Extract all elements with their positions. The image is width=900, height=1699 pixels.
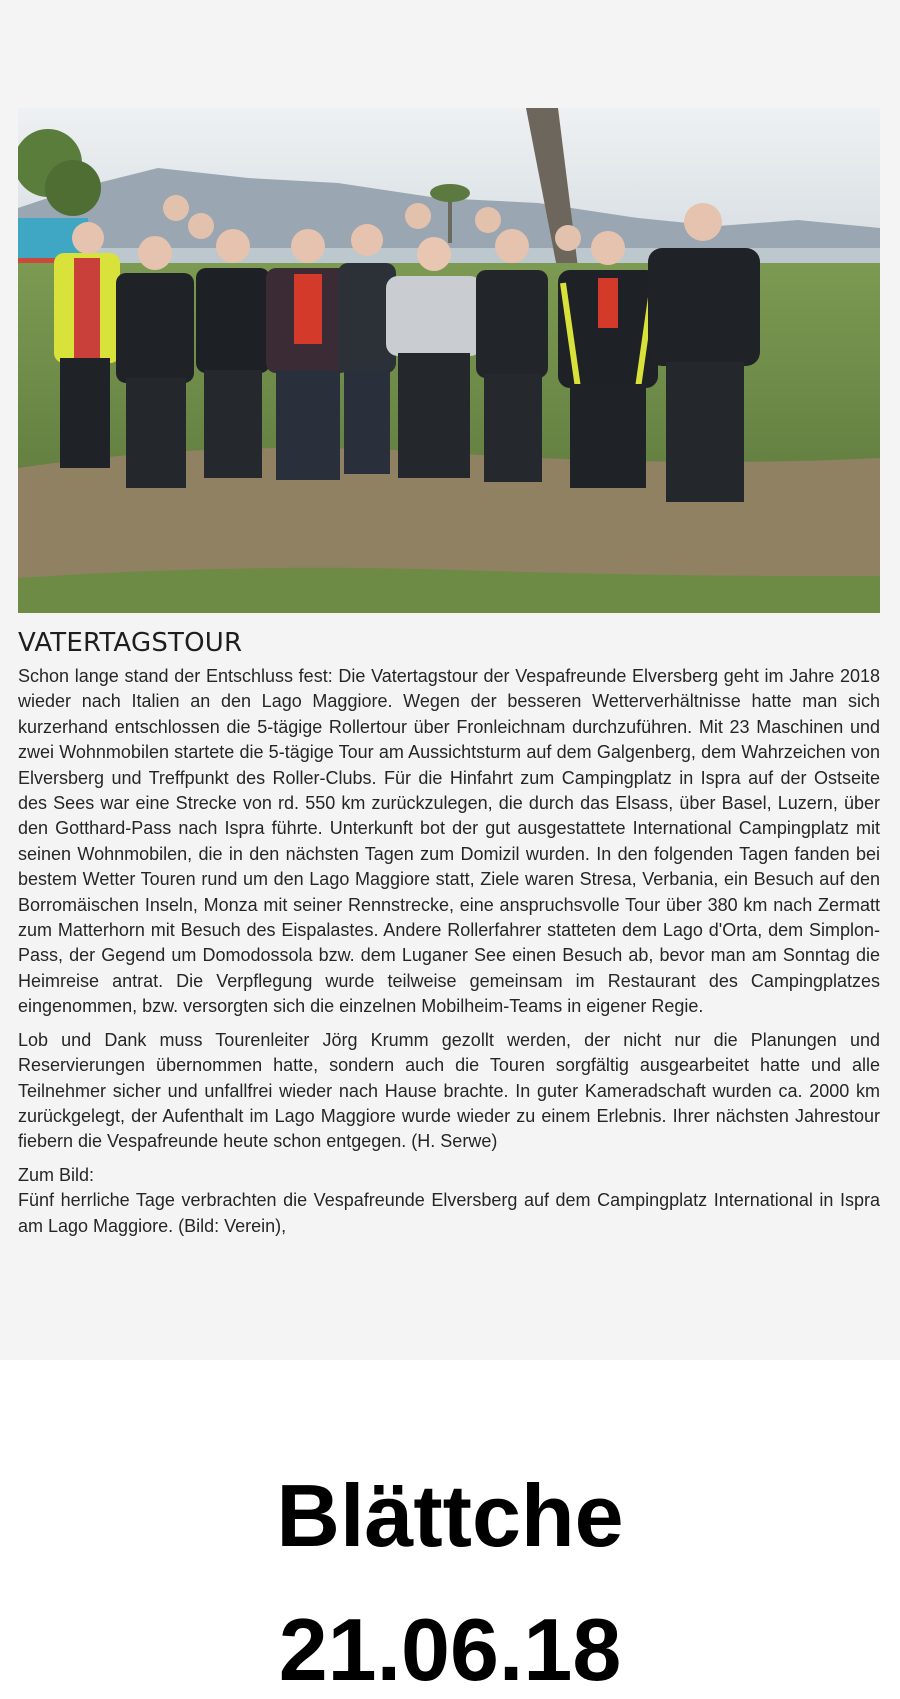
group-photo — [18, 108, 880, 613]
article-body — [18, 664, 880, 1247]
photo-caption: Fünf herrliche Tage verbrachten die Vespafreunde Elversberg auf dem Campingplatz International in Ispra am Lago Maggiore. (Bild: Verein), — [18, 1190, 880, 1236]
article-headline: VATERTAGSTOUR — [18, 628, 243, 658]
publication-date: 21.06.18 — [278, 1600, 622, 1699]
article-paragraph: Schon lange stand der Entschluss fest: Die Vatertagstour der Vespafreunde Elversberg geht im Jahre 2018 wieder nach Italien an den Lago Maggiore. Wegen der besseren Wetterverhältnisse hatte man sich kurzerhand entschlossen die 5-tägige Rollertour über Fronleichnam durchzuführen. Mit 23 Maschinen und zwei Wohnmobilen startete die 5-tägige Tour am Aussichtsturm auf dem Galgenberg, dem Wahrzeichen von Elversberg und Treffpunkt des Roller-Clubs. Für die Hinfahrt zum Campingplatz in Ispra auf der Ostseite des Sees war eine Strecke von rd. 550 km zurückzulegen, die durch das Elsass, über Basel, Luzern, über den Gotthard-Pass nach Ispra führte. Unterkunft bot der gut ausgestattete International Campingplatz mit seinen Wohnmobilen, die in den nächsten Tagen zum Domizil wurden. In den folgenden Tagen fanden bei bestem Wetter Touren rund um den Lago Maggiore statt, Ziele waren Stresa, Verbania, ein Besuch auf den Borromäischen Inseln, Monza mit seiner Rennstrecke, eine anspruchsvolle Tour über 380 km nach Zermatt zum Matterhorn mit Besuch des Eispalastes. Andere Rollerfahrer statteten dem Lago d'Orta, dem Simplon-Pass, der Gegend um Domodossola bzw. dem Luganer See einen Besuch ab, bevor man am Sonntag die Heimreise antrat. Die Verpflegung wurde teilweise gemeinsam im Restaurant des Campingplatzes eingenommen, bzw. versorgten sich die einzelnen Mobilheim-Teams in eigener Regie. — [18, 666, 880, 1017]
source-publication: Blättche — [276, 1466, 624, 1565]
article-paragraph: Lob und Dank muss Tourenleiter Jörg Krumm gezollt werden, der nicht nur die Planungen und Reservierungen übernommen hatte, sondern auch die Touren sorgfältig ausgearbeitet hatte und alle Teilnehmer sicher und unfallfrei wieder nach Hause brachte. In guter Kameradschaft wurden ca. 2000 km zurückgelegt, der Aufenthalt im Lago Maggiore wurde wieder zu einem Erlebnis. Ihrer nächsten Jahrestour fiebern die Vespafreunde heute schon entgegen. (H. Serwe) — [18, 1029, 880, 1152]
group-photo-illustration — [18, 108, 880, 613]
caption-label: Zum Bild: — [18, 1164, 95, 1185]
